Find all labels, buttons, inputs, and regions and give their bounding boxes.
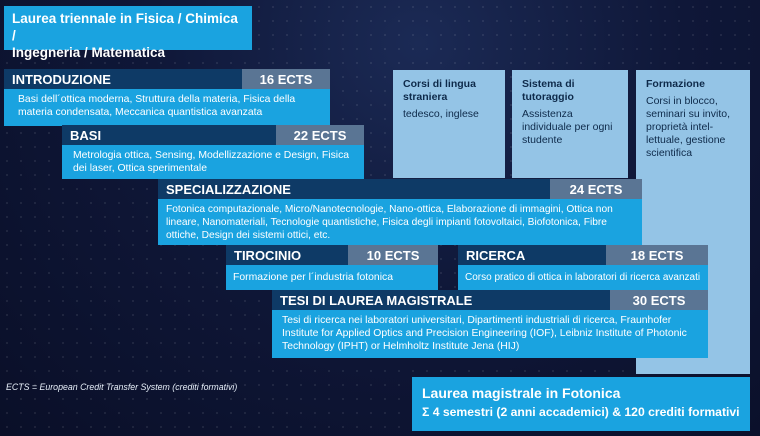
module-text-tesi: Tesi di ricerca nei laboratori universitari, Dipartimenti industriali di ricerca, Fraunhofer Institute for Applied Optics and Precision Engineering (IOF), Leibniz Institute of Photonic Technology (IPHT) or Helmholtz Institute Jena (HIJ) (282, 315, 687, 352)
module-text-ricerca: Corso pratico di ottica in laboratori di ricerca avanzati (465, 272, 701, 283)
module-body-intro (4, 89, 330, 126)
bachelor-line-2: Ingegneria / Matematica (12, 45, 166, 60)
module-title-tirocinio: TIROCINIO (234, 247, 302, 263)
master-degree-box (412, 377, 750, 431)
ects-footnote: ECTS = European Credit Transfer System (crediti formativi) (6, 382, 238, 392)
side-text-tutoring: Assistenza individuale per ogni studente (522, 108, 613, 146)
module-ects-spec: 24 ECTS (550, 179, 642, 199)
module-ects-tirocinio: 10 ECTS (348, 245, 438, 265)
side-box-language (393, 70, 505, 178)
module-header-basi (62, 125, 364, 145)
module-ects-basi: 22 ECTS (276, 125, 364, 145)
module-body-spec (158, 199, 642, 245)
module-body-tirocinio (226, 265, 438, 290)
module-text-intro: Basi dell´ottica moderna, Struttura della materia, Fisica della materia condensata, Meccanica quantistica avanzata (18, 94, 296, 118)
module-title-intro: INTRODUZIONE (12, 71, 111, 87)
module-body-tesi (272, 310, 708, 358)
bachelor-requirement-box (4, 6, 252, 60)
module-text-spec: Fotonica computazionale, Micro/Nanotecnologie, Nano-ottica, Elaborazione di immagini, Ottica non lineare, Nanomateriali, Tecnologie quantistiche, Fisica degli impianti fotovoltaici, Biofotonica, Fibre ottiche, Design dei sistemi ottici, etc. (166, 204, 613, 241)
module-body-ricerca (458, 265, 708, 290)
module-ects-intro: 16 ECTS (242, 69, 330, 89)
bachelor-line-1: Laurea triennale in Fisica / Chimica / (12, 11, 238, 43)
master-degree-summary: Σ 4 semestri (2 anni accademici) & 120 crediti formativi (422, 405, 740, 419)
module-header-spec (158, 179, 642, 199)
side-text-training: Corsi in blocco, seminari su invito, proprietà intel-lettuale, gestione scientifica (646, 95, 731, 159)
side-title-language: Corsi di lingua straniera (403, 78, 476, 103)
module-title-spec: SPECIALIZZAZIONE (166, 181, 291, 197)
side-box-tutoring (512, 70, 628, 178)
module-header-intro (4, 69, 330, 89)
side-title-training: Formazione (646, 78, 705, 90)
module-title-tesi: TESI DI LAUREA MAGISTRALE (280, 292, 473, 308)
master-degree-title: Laurea magistrale in Fotonica (422, 385, 621, 401)
module-title-ricerca: RICERCA (466, 247, 526, 263)
module-body-basi (62, 145, 364, 179)
module-text-tirocinio: Formazione per l´industria fotonica (233, 272, 393, 283)
side-title-tutoring: Sistema di tutoraggio (522, 78, 575, 103)
module-title-basi: BASI (70, 127, 102, 143)
module-header-ricerca (458, 245, 708, 265)
module-ects-tesi: 30 ECTS (610, 290, 708, 310)
module-ects-ricerca: 18 ECTS (606, 245, 708, 265)
module-header-tesi (272, 290, 708, 310)
side-text-language: tedesco, inglese (403, 108, 479, 120)
module-text-basi: Metrologia ottica, Sensing, Modellizzazione e Design, Fisica dei laser, Ottica sperimentale (73, 150, 350, 174)
module-header-tirocinio (226, 245, 438, 265)
